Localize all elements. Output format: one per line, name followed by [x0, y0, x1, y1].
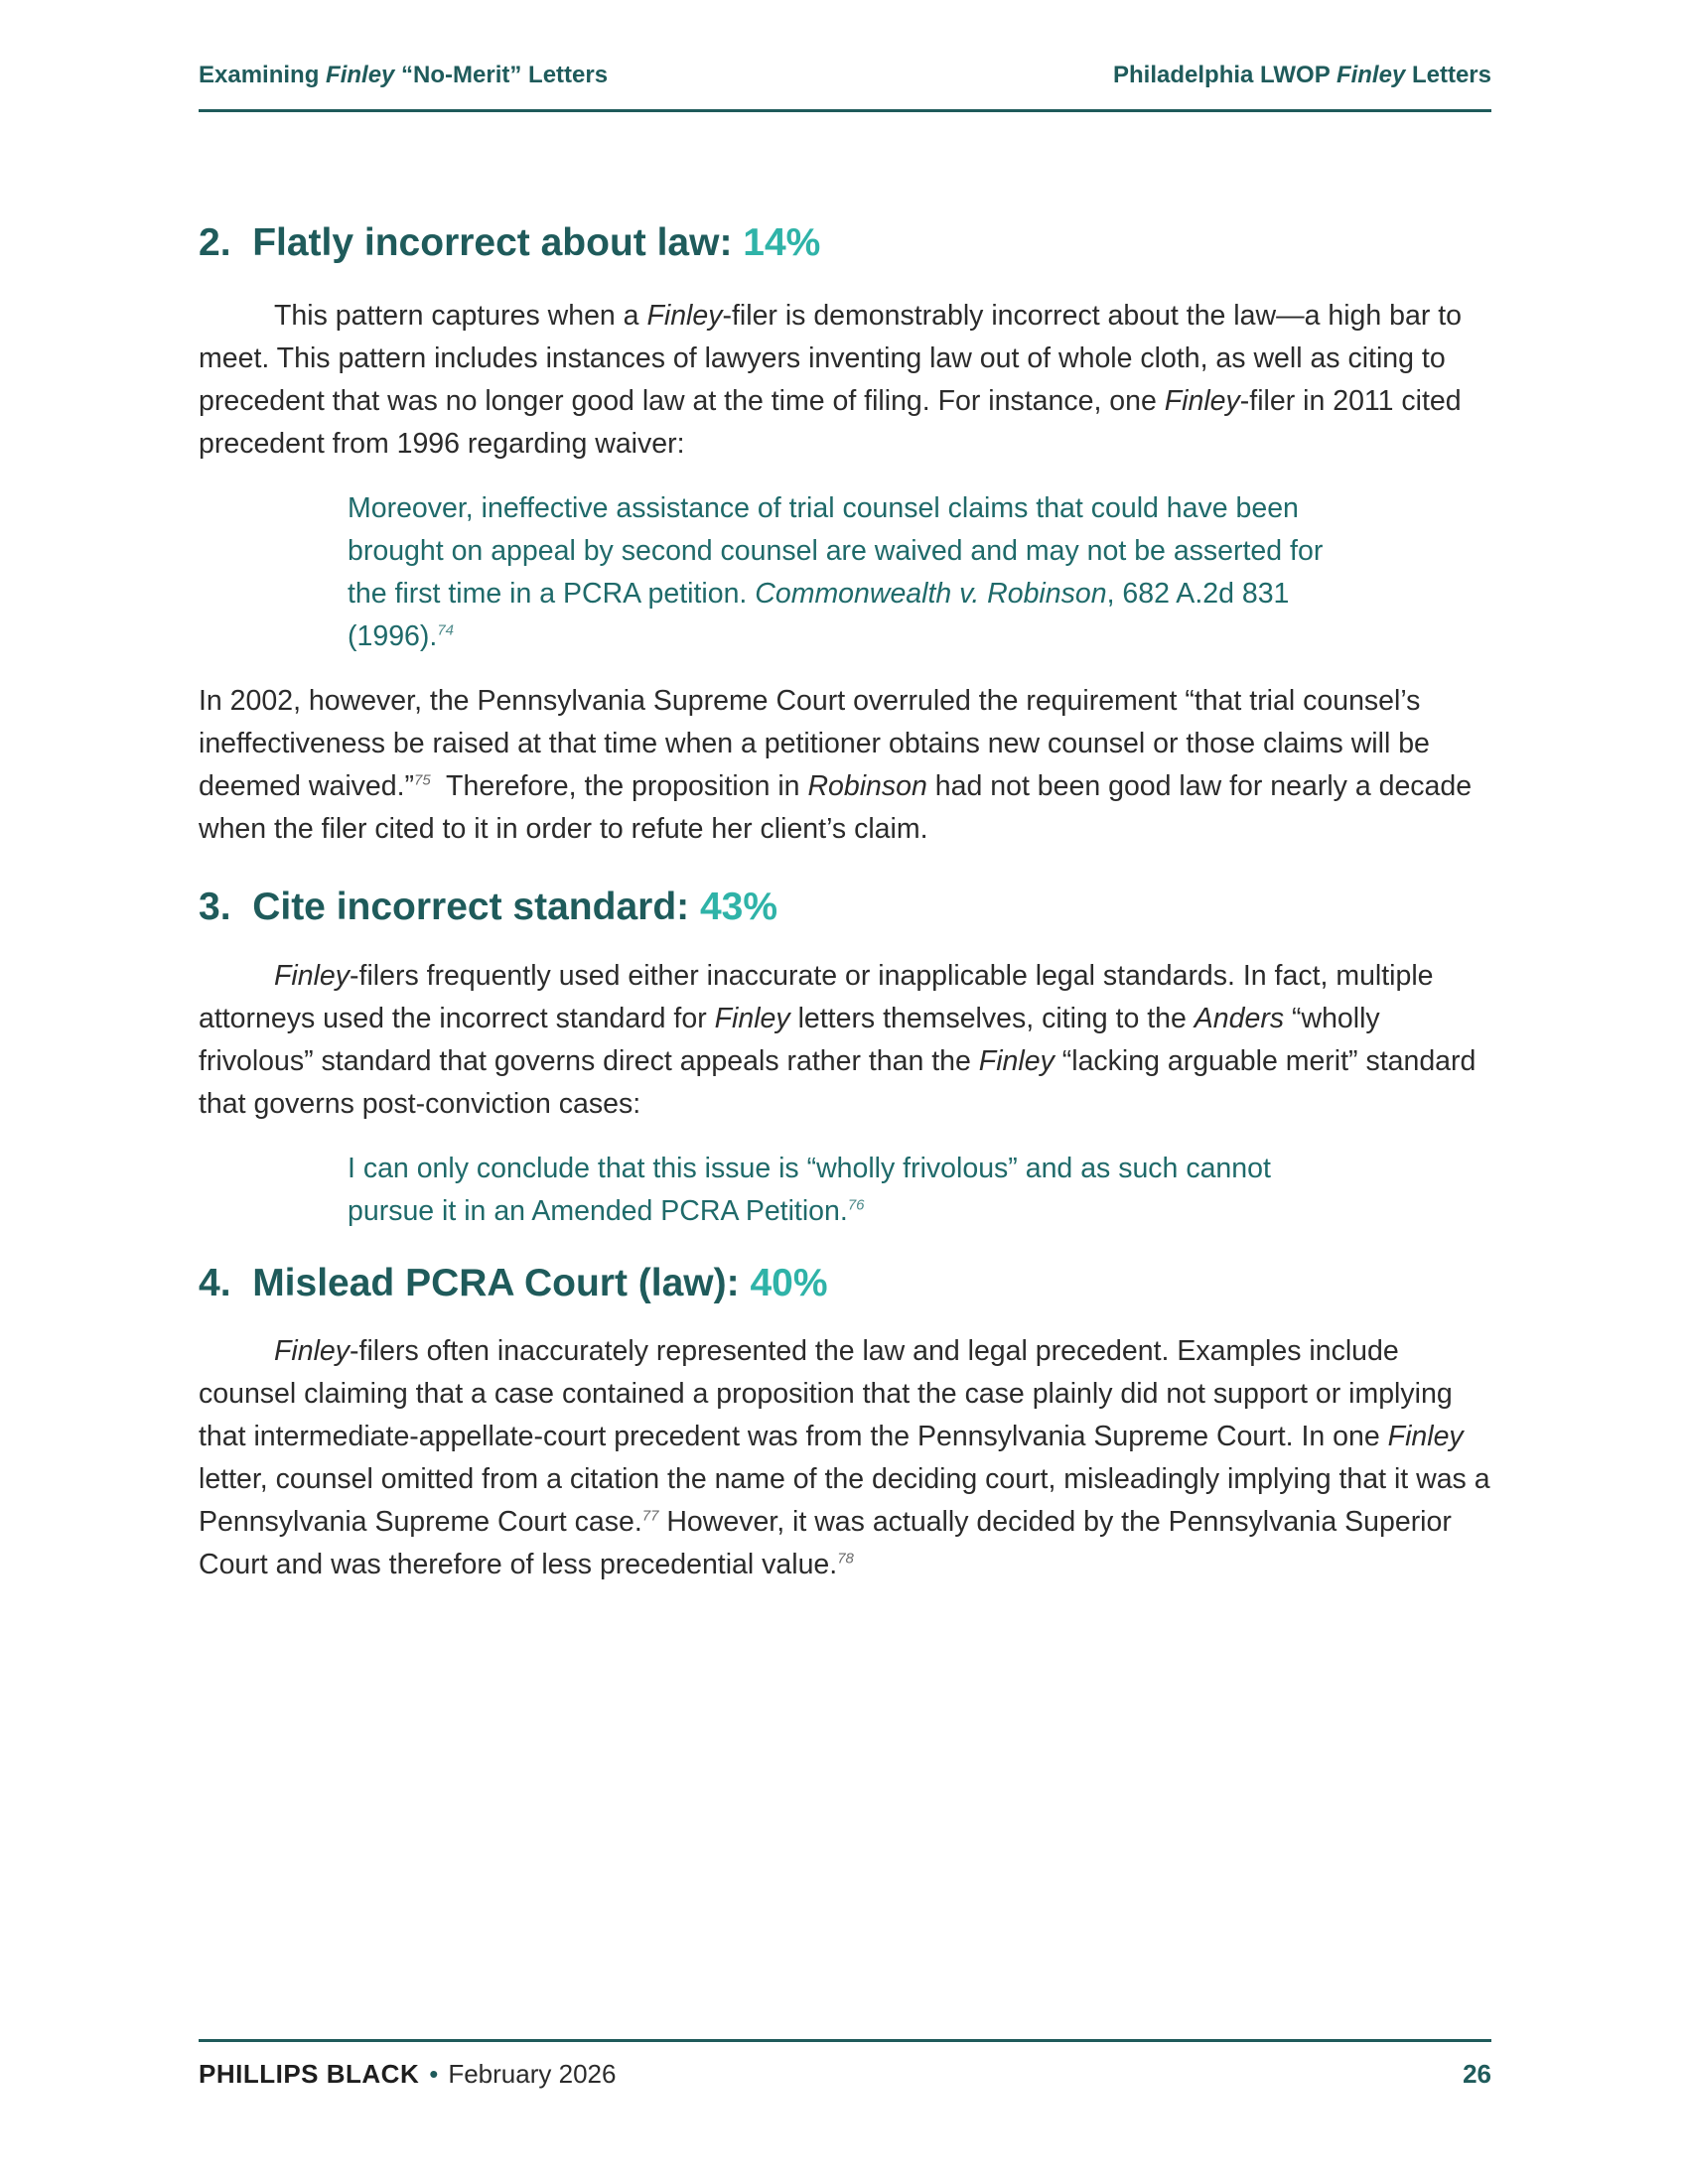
section-3-blockquote: I can only conclude that this issue is “wholly frivolous” and as such cannot pursue it in an Amended PCRA Petition.$^{76}$ — [348, 1152, 1271, 1227]
footnote-ref-77[interactable]: 77 — [641, 1507, 659, 1525]
footer-bullet: • — [429, 2059, 439, 2089]
page-number: 26 — [1463, 2059, 1491, 2089]
section-2-blockquote: Moreover, ineffective assistance of trial counsel claims that could have been brought on appeal by second counsel are waived and may not be asserted for the first time in a PCRA petition. Commonwealth v. Robinson, 682 A.2d 831 (1996).$^{74}$ — [348, 491, 1324, 652]
footnote-ref-75[interactable]: 75 — [414, 771, 431, 789]
footer-left — [199, 2059, 616, 2090]
section-2-paragraph-1: This pattern captures when a Finley-filer is demonstrably incorrect about the law—a high bar to meet. This pattern includes instances of lawyers inventing law out of whole cloth, as well as citing to precedent that was no longer good law at the time of filing. For instance, one Finley-filer in 2011 cited precedent from 1996 regarding waiver: — [199, 299, 1463, 460]
section-3-percent: 43% — [699, 885, 778, 928]
footnote-ref-74[interactable]: 74 — [437, 621, 454, 639]
header-rule — [199, 109, 1491, 112]
page-content — [199, 220, 1491, 1586]
running-header — [199, 62, 1491, 89]
footnote-ref-76[interactable]: 76 — [847, 1196, 865, 1214]
footer-brand: PHILLIPS BLACK — [199, 2059, 420, 2089]
section-2-percent: 14% — [743, 221, 821, 264]
header-right: Philadelphia LWOP Finley Letters — [1113, 62, 1491, 88]
page-footer — [199, 2059, 1491, 2090]
section-2-heading: 2. Flatly incorrect about law: 14% — [199, 221, 821, 264]
section-3-paragraph-1: Finley-filers frequently used either inaccurate or inapplicable legal standards. In fact, multiple attorneys used the incorrect standard for Finley letters themselves, citing to the Anders “wholly frivolous” standard that governs direct appeals rather than the Finley “lacking arguable merit” standard that governs post-conviction cases: — [199, 959, 1477, 1120]
section-2-paragraph-2: In 2002, however, the Pennsylvania Supreme Court overruled the requirement “that trial counsel’s ineffectiveness be raised at that time when a petitioner obtains new counsel or those claims will be deemed waived.”$^{75}$ Therefore, the proposition in Robinson had not been good law for nearly a decade when the filer cited to it in order to refute her client’s claim. — [199, 684, 1473, 845]
footnote-ref-78[interactable]: 78 — [837, 1550, 854, 1568]
section-4-percent: 40% — [750, 1261, 828, 1304]
section-4-paragraph-1: Finley-filers often inaccurately represented the law and legal precedent. Examples include counsel claiming that a case contained a proposition that the case plainly did not support or implying that intermediate-appellate-court precedent was from the Pennsylvania Supreme Court. In one Finley letter, counsel omitted from a citation the name of the deciding court, misleadingly implying that it was a Pennsylvania Supreme Court case.$^{77}$ However, it was actually decided by the Pennsylvania Superior Court and was therefore of less precedential value.$^{78}$ — [199, 1335, 1490, 1581]
section-4-heading: 4. Mislead PCRA Court (law): 40% — [199, 1261, 828, 1304]
footer-rule — [199, 2039, 1491, 2042]
footer-date: February 2026 — [448, 2059, 617, 2089]
section-3-heading: 3. Cite incorrect standard: 43% — [199, 885, 778, 928]
header-left: Examining Finley “No-Merit” Letters — [199, 62, 609, 88]
